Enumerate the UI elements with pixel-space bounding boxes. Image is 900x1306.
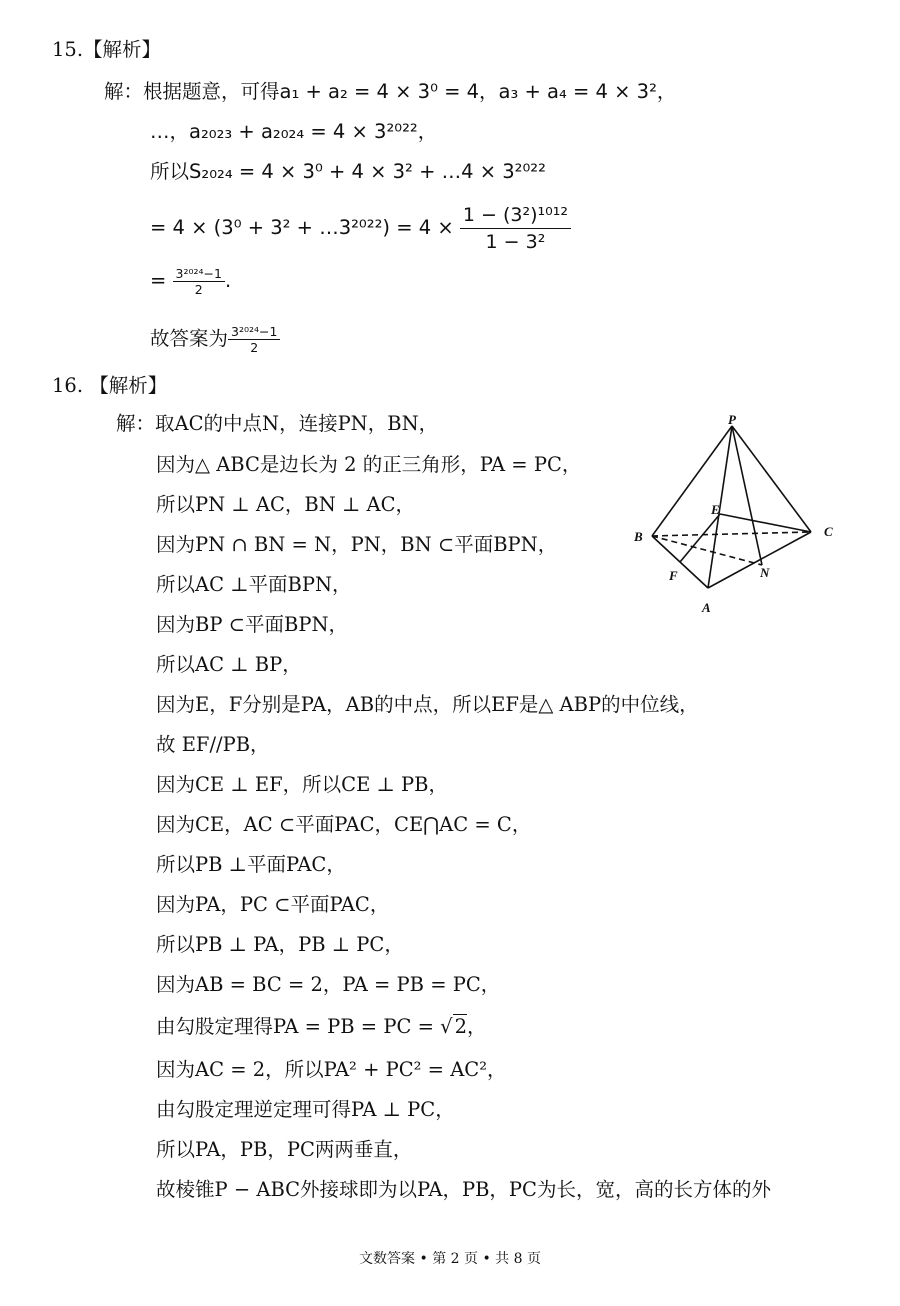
q16-sqrt-suffix: ， [466,1015,487,1038]
label-F: F [669,568,678,583]
q15-line-3-math: S₂₀₂₄ = 4 × 3⁰ + 4 × 3² + …4 × 3²⁰²² [189,160,546,183]
q15-line-6 [150,324,280,355]
q15-line-5-eq: = [150,269,167,292]
q16-line-8: 故 EF//PB， [156,733,270,756]
q15-line-5-period: . [224,269,232,292]
q16-line-0: 解：取AC的中点N，连接PN，BN， [116,412,439,435]
q16-sqrt-radical: √ [440,1015,453,1038]
q16-line-11: 所以PB ⊥平面PAC， [156,853,346,876]
label-E: E [711,502,720,517]
q16-line2-0: 因为AC = 2，所以PA² + PC² = AC²， [156,1058,507,1081]
q15-line-6-numerator: 3²⁰²⁴−1 [228,324,280,340]
q16-line-12: 因为PA，PC ⊂平面PAC， [156,893,390,916]
q15-line-1 [104,78,676,106]
q16-line-13: 所以PB ⊥ PA，PB ⊥ PC， [156,933,404,956]
q16-line-5: 因为BP ⊂平面BPN， [156,613,349,636]
q15-line-1-prefix: 解：根据题意，可得 [104,80,280,103]
label-P: P [728,412,736,427]
q16-line2-3: 故棱锥P − ABC外接球即为以PA，PB，PC为长，宽，高的长方体的外 [156,1178,771,1201]
label-A: A [702,600,711,615]
segment-EF [680,514,720,562]
q16-line2-1: 由勾股定理逆定理可得PA ⊥ PC， [156,1098,455,1121]
pyramid-figure [628,410,843,625]
q15-line-3-prefix: 所以 [150,160,190,183]
q15-line-5-numerator: 3²⁰²⁴−1 [173,266,225,282]
q15-line-6-denominator: 2 [250,340,259,355]
q16-line-2: 所以PN ⊥ AC，BN ⊥ AC， [156,493,416,516]
q16-line-7: 因为E，F分别是PA，AB的中点，所以EF是△ ABP的中位线， [156,693,699,716]
q15-line-4-denominator: 1 − 3² [485,231,546,253]
q15-line-3 [150,158,546,186]
q15-line-4-fraction [460,202,571,255]
q15-line-2: …，a₂₀₂₃ + a₂₀₂₄ = 4 × 3²⁰²²， [150,120,438,143]
q16-line-9: 因为CE ⊥ EF，所以CE ⊥ PB， [156,773,448,796]
q16-sqrt-value: 2 [454,1015,467,1038]
q15-line-5 [150,266,231,297]
page-footer: 文数答案 • 第 2 页 • 共 8 页 [359,1251,541,1267]
q15-line-4 [150,200,571,256]
q16-line-1: 因为△ ABC是边长为 2 的正三角形，PA = PC， [156,453,582,476]
q15-line-1-math: a₁ + a₂ = 4 × 3⁰ = 4，a₃ + a₄ = 4 × 3²， [279,80,677,103]
segment-EC [720,514,811,532]
q15-heading: 15.【解析】 [52,38,162,61]
q16-line-6: 所以AC ⊥ BP， [156,653,302,676]
dashed-BC [652,532,811,536]
label-B: B [634,529,643,544]
label-N: N [760,565,770,580]
q16-line-14: 因为AB = BC = 2，PA = PB = PC， [156,973,501,996]
q16-line-10: 因为CE，AC ⊂平面PAC，CE⋂AC = C， [156,813,532,836]
q15-line-6-prefix: 故答案为 [150,327,229,350]
q16-line2-2: 所以PA，PB，PC两两垂直， [156,1138,413,1161]
q15-line-5-denominator: 2 [194,282,203,297]
q16-sqrt-line [156,1013,487,1041]
q15-line-5-fraction [173,266,225,297]
q15-line-4-left: = 4 × (3⁰ + 3² + …3²⁰²²) = 4 × [150,216,454,239]
q16-sqrt-prefix: 由勾股定理得PA = PB = PC = [156,1015,441,1038]
q16-heading: 16. 【解析】 [52,374,168,397]
q15-line-6-fraction [228,324,280,355]
q16-line-3: 因为PN ∩ BN = N，PN，BN ⊂平面BPN， [156,533,558,556]
edge-PB [652,426,732,536]
q16-line-4: 所以AC ⊥平面BPN， [156,573,352,596]
label-C: C [824,524,833,539]
q15-line-4-numerator: 1 − (3²)¹⁰¹² [460,202,571,229]
